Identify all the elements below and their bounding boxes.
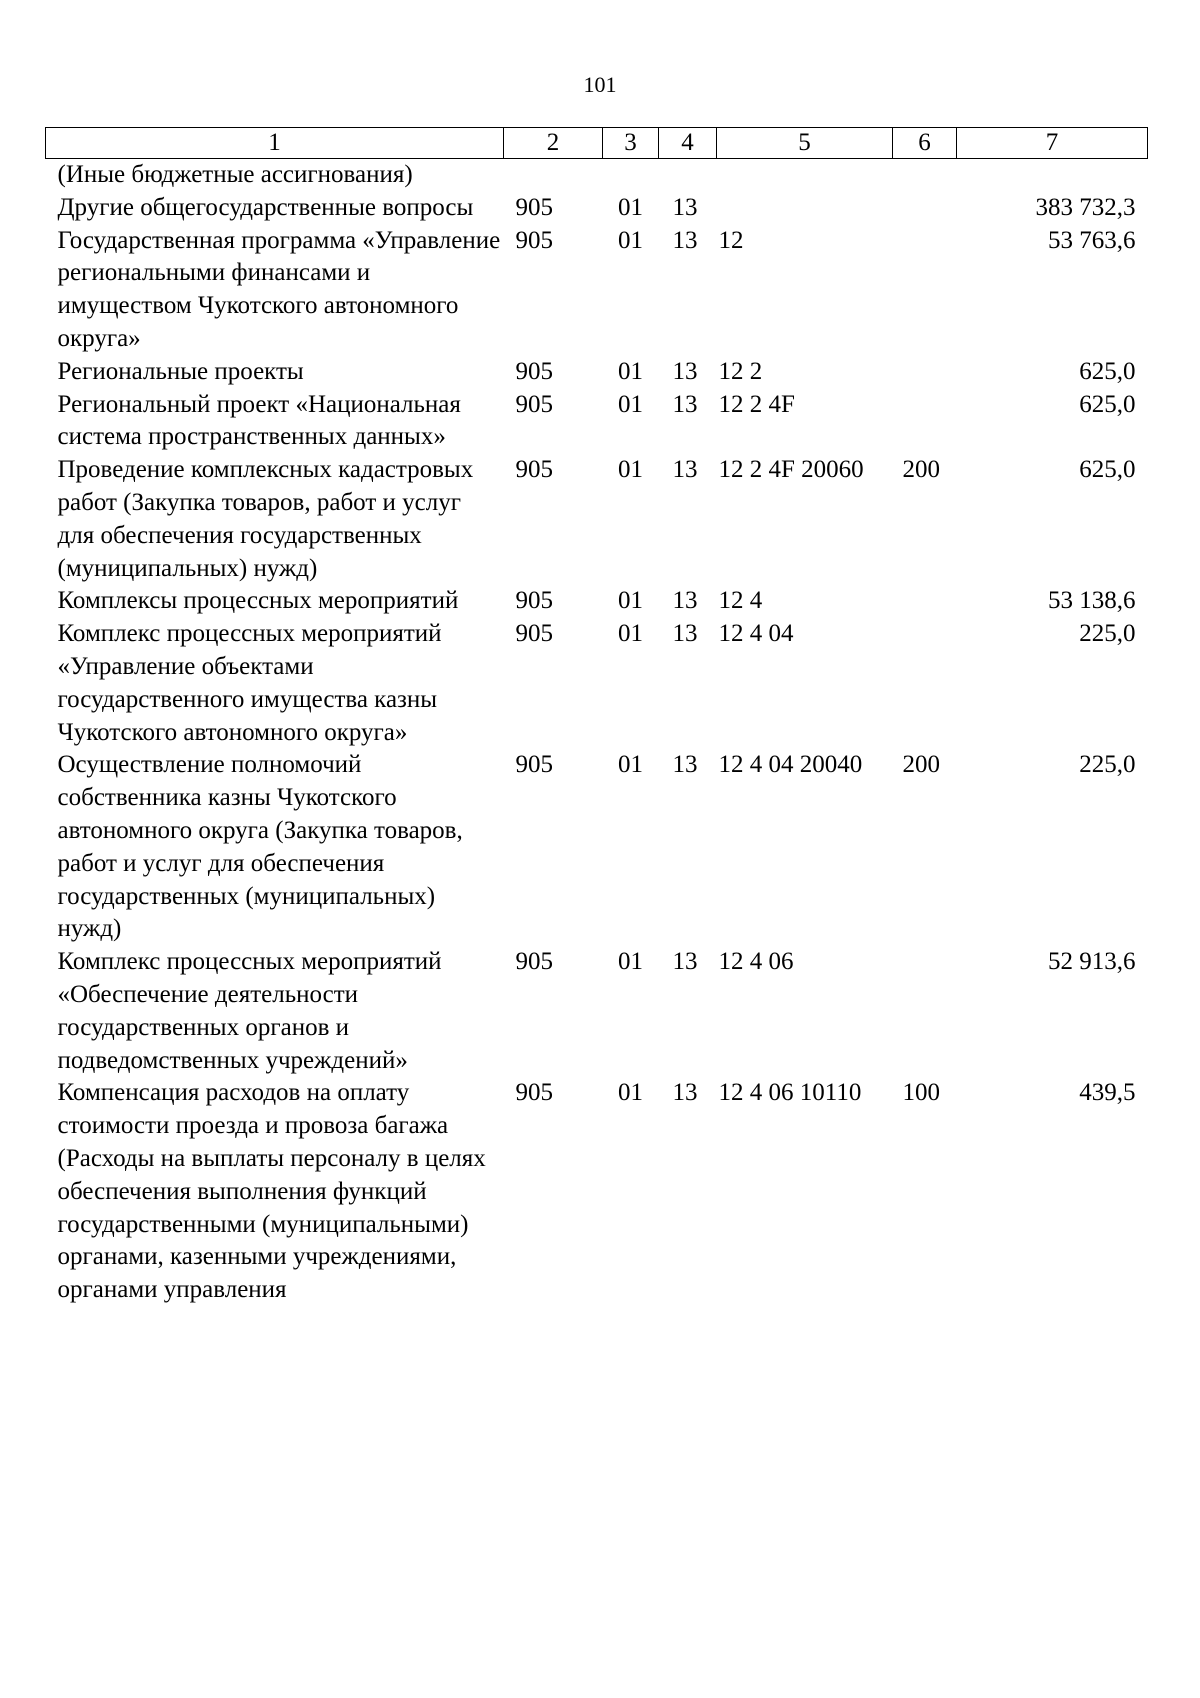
row-ministry-code: 905	[515, 193, 553, 221]
row-section-code: 01	[618, 456, 643, 484]
row-ministry-code	[504, 159, 603, 192]
row-subsection-code: 13	[672, 193, 698, 221]
table-row	[46, 618, 1148, 749]
row-name: Региональный проект «Национальная система пространственных данных»	[57, 390, 461, 451]
header-col-6: 6	[893, 128, 957, 159]
row-subsection-code: 13	[672, 456, 698, 484]
row-subsection-code	[659, 159, 717, 192]
row-name: Проведение комплексных кадастровых работ (Закупка товаров, работ и услуг для обеспечения государственных (муниципальных) нужд)	[57, 456, 474, 582]
row-expense-type: 200	[902, 751, 940, 779]
row-expense-type	[893, 225, 957, 356]
row-expense-type	[893, 946, 957, 1077]
table-body	[46, 159, 1148, 1307]
header-col-5: 5	[717, 128, 893, 159]
row-section-code: 01	[618, 357, 643, 385]
row-target-code: 12 4 04 20040	[718, 751, 863, 779]
row-subsection-code: 13	[672, 751, 698, 779]
row-subsection-code: 13	[672, 1079, 698, 1107]
row-section-code: 01	[618, 948, 643, 976]
row-amount: 225,0	[1079, 620, 1136, 648]
table-row	[46, 585, 1148, 618]
row-ministry-code: 905	[515, 456, 553, 484]
page-number: 101	[583, 72, 617, 97]
table-row	[46, 1077, 1148, 1307]
row-ministry-code: 905	[515, 390, 553, 418]
row-amount: 225,0	[1079, 751, 1136, 779]
header-col-4: 4	[659, 128, 717, 159]
row-target-code: 12 2 4F	[718, 390, 795, 418]
header-col-3: 3	[603, 128, 659, 159]
row-section-code: 01	[618, 193, 643, 221]
table-row	[46, 749, 1148, 946]
row-name: (Иные бюджетные ассигнования)	[57, 161, 413, 188]
row-target-code: 12 4 06	[718, 948, 794, 976]
row-amount: 625,0	[1079, 456, 1136, 484]
row-name: Осуществление полномочий собственника казны Чукотского автономного округа (Закупка товаров, работ и услуг для обеспечения государственных (муниципальных) нужд)	[57, 751, 463, 943]
row-name: Государственная программа «Управление региональными финансами и имуществом Чукотского автономного округа»	[57, 226, 501, 352]
row-amount: 625,0	[1079, 390, 1136, 418]
row-ministry-code: 905	[515, 1079, 553, 1107]
row-amount	[957, 159, 1148, 192]
row-name: Региональные проекты	[57, 357, 304, 385]
row-expense-type	[893, 159, 957, 192]
row-section-code: 01	[618, 390, 643, 418]
row-target-code: 12 4 04	[718, 620, 794, 648]
row-section-code: 01	[618, 587, 643, 615]
row-expense-type	[893, 192, 957, 225]
row-expense-type: 100	[902, 1079, 940, 1107]
table-row	[46, 225, 1148, 356]
header-col-7: 7	[957, 128, 1148, 159]
row-amount: 625,0	[1079, 357, 1136, 385]
row-name: Другие общегосударственные вопросы	[57, 193, 474, 221]
row-target-code	[717, 159, 893, 192]
row-expense-type: 200	[902, 456, 940, 484]
row-expense-type	[893, 356, 957, 389]
row-ministry-code: 905	[515, 620, 553, 648]
row-subsection-code: 13	[672, 390, 698, 418]
row-subsection-code: 13	[672, 620, 698, 648]
row-name: Комплекс процессных мероприятий «Управление объектами государственного имущества казны Чукотского автономного округа»	[57, 620, 442, 746]
header-col-1: 1	[46, 128, 504, 159]
row-section-code: 01	[618, 620, 643, 648]
row-expense-type	[893, 585, 957, 618]
header-row	[46, 128, 1148, 159]
table-row	[46, 389, 1148, 455]
row-subsection-code: 13	[672, 948, 698, 976]
row-ministry-code: 905	[515, 357, 553, 385]
table-header	[46, 128, 1148, 159]
row-subsection-code: 13	[672, 226, 698, 254]
table-row	[46, 159, 1148, 192]
row-expense-type	[893, 389, 957, 455]
row-target-code: 12 2	[718, 357, 763, 385]
row-ministry-code: 905	[515, 948, 553, 976]
row-subsection-code: 13	[672, 587, 698, 615]
budget-table	[45, 127, 1148, 1307]
table-row	[46, 946, 1148, 1077]
table-row	[46, 454, 1148, 585]
row-name: Комплексы процессных мероприятий	[57, 587, 459, 615]
row-target-code: 12 2 4F 20060	[718, 456, 864, 484]
row-amount: 53 763,6	[1048, 226, 1136, 254]
row-section-code: 01	[618, 226, 643, 254]
row-target-code: 12 4 06 10110	[718, 1079, 862, 1107]
row-amount: 383 732,3	[1035, 193, 1136, 221]
row-section-code: 01	[618, 751, 643, 779]
row-amount: 53 138,6	[1048, 587, 1136, 615]
row-amount: 52 913,6	[1048, 948, 1136, 976]
row-ministry-code: 905	[515, 751, 553, 779]
header-col-2: 2	[504, 128, 603, 159]
row-name: Компенсация расходов на оплату стоимости проезда и провоза багажа (Расходы на выплаты персоналу в целях обеспечения выполнения функций государственными (муниципальными) органами, казенными учреждениями, органами управления	[57, 1079, 486, 1304]
row-section-code	[603, 159, 659, 192]
row-target-code: 12 4	[718, 587, 763, 615]
row-subsection-code: 13	[672, 357, 698, 385]
table-row	[46, 356, 1148, 389]
row-section-code: 01	[618, 1079, 643, 1107]
row-target-code: 12	[718, 226, 744, 254]
row-target-code	[717, 192, 893, 225]
row-expense-type	[893, 618, 957, 749]
row-ministry-code: 905	[515, 587, 553, 615]
row-ministry-code: 905	[515, 226, 553, 254]
row-amount: 439,5	[1079, 1079, 1136, 1107]
table-row	[46, 192, 1148, 225]
row-name: Комплекс процессных мероприятий «Обеспечение деятельности государственных органов и подведомственных учреждений»	[57, 948, 442, 1074]
